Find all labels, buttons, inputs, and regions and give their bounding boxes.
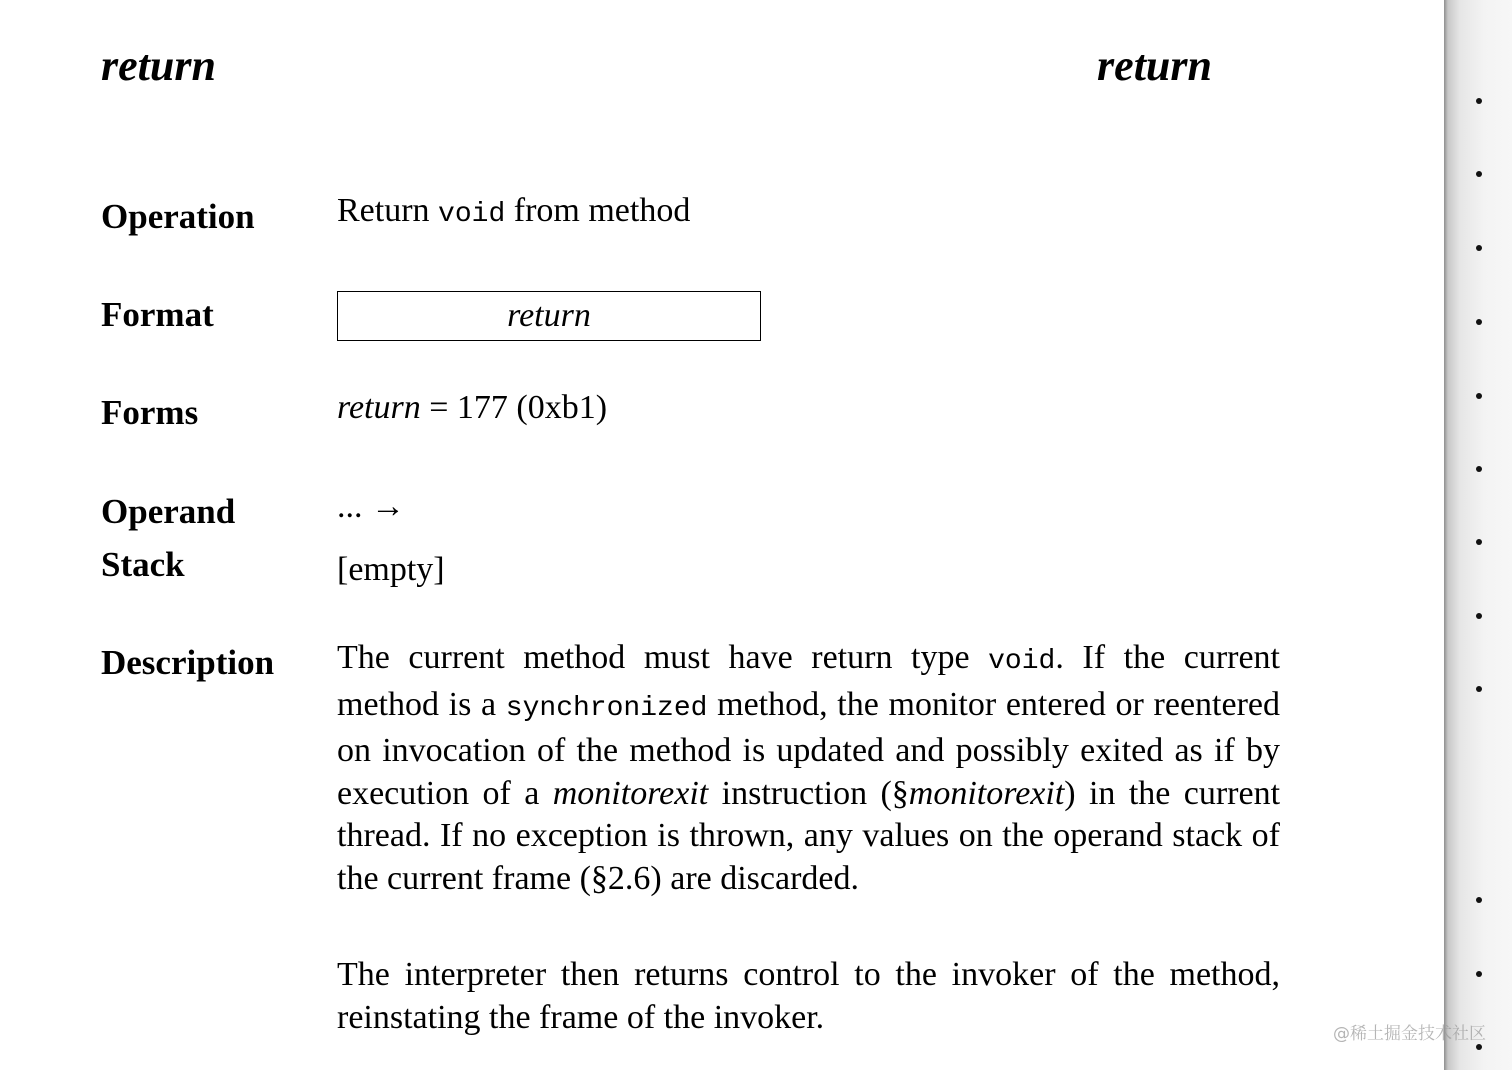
description-paragraph-1 xyxy=(337,637,1280,900)
margin-dot xyxy=(1476,466,1482,472)
forms-label: Forms xyxy=(101,393,199,432)
margin-dot xyxy=(1476,98,1482,104)
header-title-left: return xyxy=(101,41,216,90)
margin-dot xyxy=(1476,1044,1482,1050)
margin-dot xyxy=(1476,613,1482,619)
operand-stack-ellipsis: ... xyxy=(337,488,363,525)
margin-dot xyxy=(1476,245,1482,251)
format-box xyxy=(337,291,761,341)
arrow-icon: → xyxy=(371,488,405,525)
operation-code: void xyxy=(438,199,506,230)
forms-opcode: return xyxy=(337,389,421,426)
margin-dot xyxy=(1476,686,1482,692)
forms-content xyxy=(337,387,607,429)
description-paragraph-2: The interpreter then returns control to the invoker of the method, reinstating the frame of the invoker. xyxy=(337,956,1280,1036)
desc-text-c: method, the monitor entered or reentered on invocation of the method is updated and possibly exited as if by execution of a xyxy=(337,685,1281,812)
forms-value: = 177 (0xb1) xyxy=(429,389,608,426)
desc-code-void: void xyxy=(988,646,1056,677)
operand-stack-label-line1: Operand xyxy=(101,492,236,531)
operation-text-before: Return xyxy=(337,192,430,229)
desc-text-a: The current method must have return type xyxy=(337,639,970,676)
watermark: @稀土掘金技术社区 xyxy=(1333,1024,1486,1044)
margin-dot xyxy=(1476,897,1482,903)
format-label: Format xyxy=(101,295,214,334)
operation-label: Operation xyxy=(101,197,255,236)
desc-code-synchronized: synchronized xyxy=(505,692,708,724)
operand-stack-after: [empty] xyxy=(337,551,445,588)
margin-dot xyxy=(1476,539,1482,545)
page-edge-margin xyxy=(1444,0,1512,1070)
desc-text-e: ) in the current thread. If no exception is thrown, any values on the operand stack of the current frame (§2.6) are discarded. xyxy=(337,774,1281,897)
margin-dot xyxy=(1476,319,1482,325)
margin-dot xyxy=(1476,971,1482,977)
margin-dot xyxy=(1476,171,1482,177)
header-title-right: return xyxy=(1097,41,1212,90)
operand-stack-label-line2: Stack xyxy=(101,545,185,584)
format-box-text: return xyxy=(507,297,591,334)
desc-italic-monitorexit: monitorexit xyxy=(552,774,709,812)
desc-text-d: instruction (§ xyxy=(721,774,909,812)
margin-dot xyxy=(1476,393,1482,399)
description-label: Description xyxy=(101,643,275,682)
operand-stack-before xyxy=(337,486,405,528)
operation-content xyxy=(337,190,690,236)
operation-text-after: from method xyxy=(513,192,691,229)
desc-text-b: . If the current method is a xyxy=(337,639,1280,723)
desc-italic-monitorexit-ref: monitorexit xyxy=(908,774,1065,812)
